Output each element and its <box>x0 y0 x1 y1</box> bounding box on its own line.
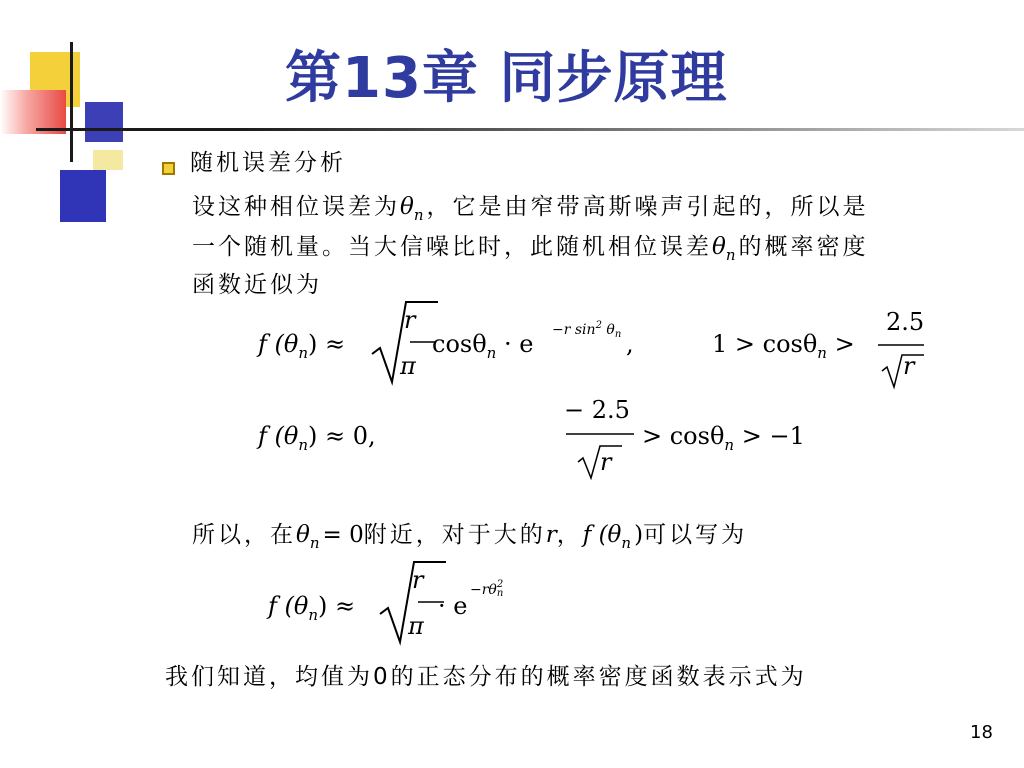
bullet-heading: 随机误差分析 <box>190 150 346 176</box>
eq1-lhs: f $(\theta_n)$ ≈ <box>258 330 346 362</box>
para1-line1: 设这种相位误差为$\theta_n$，它是由窄带高斯噪声引起的，所以是 <box>192 194 869 224</box>
eq1-exponent: −r $\sin^2 \theta_n$ <box>552 320 622 340</box>
eq1-frac-num: r <box>404 306 416 334</box>
eq3-exponent: −rθ 2 n <box>470 579 504 599</box>
decor-blue-square-small <box>85 102 123 142</box>
cond2-den: r <box>600 448 612 476</box>
eq2: f $(\theta_n) \approx 0$, <box>258 422 376 454</box>
decor-vertical-line <box>70 42 73 162</box>
eq3-frac-den: π <box>408 612 424 640</box>
cond1-den: r <box>903 352 915 380</box>
page-number: 18 <box>970 722 993 743</box>
eq3-e: · e <box>438 592 468 620</box>
eq1-frac-den: π <box>400 352 416 380</box>
decor-yellow-square-small <box>93 150 123 170</box>
para3: 我们知道，均值为0的正态分布的概率密度函数表示式为 <box>165 664 807 690</box>
title-underline <box>36 128 1024 131</box>
para2: 所以，在$\theta_n= 0$附近，对于大的r，f $(\theta_n)$可以写为 <box>192 522 748 552</box>
cond1-left: 1 > cosθ$_n$ > <box>712 330 855 362</box>
cond1-fraction <box>876 343 928 391</box>
cond2-num: − 2.5 <box>564 396 630 424</box>
decor-blue-square-big <box>60 170 106 222</box>
cond2-right: > cosθ$_n$ > −1 <box>642 422 805 454</box>
slide-title: 第13章 同步原理 <box>285 46 728 111</box>
eq3-lhs: f $(\theta_n)$ ≈ <box>268 592 356 624</box>
para1-line2: 一个随机量。当大信噪比时，此随机相位误差$\theta_n$的概率密度 <box>192 234 869 264</box>
cond1-num: 2.5 <box>886 308 925 336</box>
eq3-frac-num: r <box>412 566 424 594</box>
para1-line3: 函数近似为 <box>192 272 322 298</box>
eq1-comma: , <box>626 330 634 358</box>
eq1-cos: cosθ$_n$ · e <box>432 330 534 362</box>
bullet-icon <box>162 162 175 175</box>
